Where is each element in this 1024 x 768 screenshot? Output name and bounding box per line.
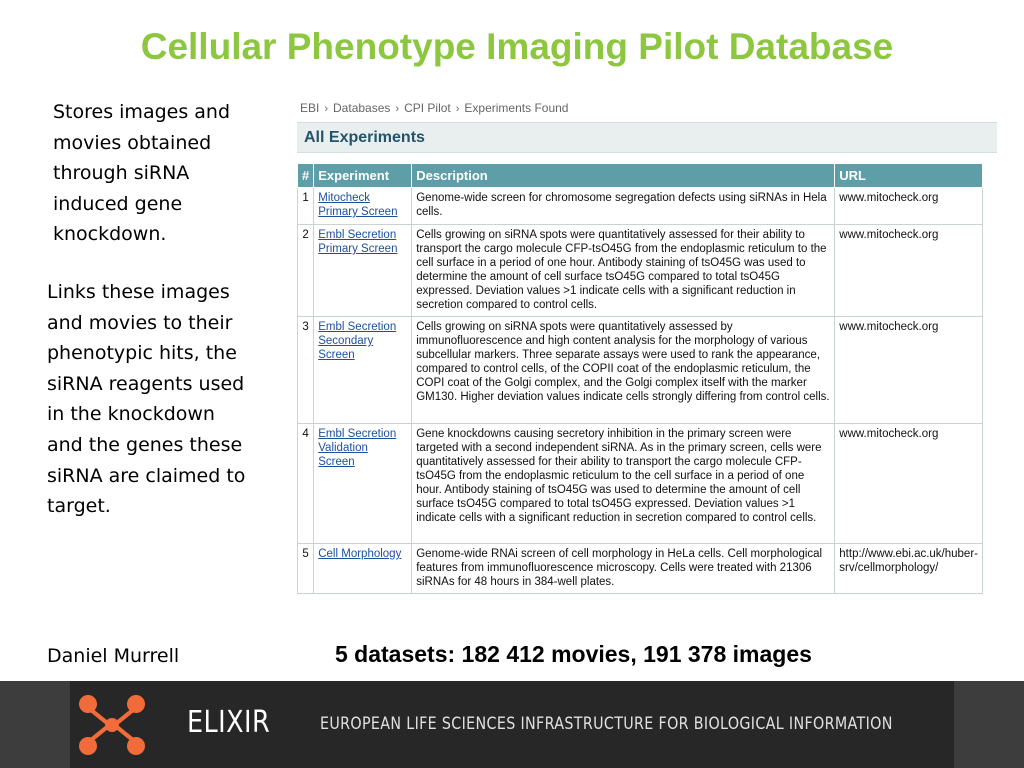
footer-brand: ELIXIR <box>187 705 271 740</box>
section-header <box>297 122 997 153</box>
header-url: URL <box>835 164 983 188</box>
breadcrumb-separator: › <box>395 103 400 115</box>
table-row <box>298 544 983 594</box>
author-name: Daniel Murrell <box>47 645 180 667</box>
slide-title: Cellular Phenotype Imaging Pilot Database <box>140 26 894 67</box>
row-number: 4 <box>298 424 314 544</box>
experiment-cell <box>314 317 412 424</box>
breadcrumb-item-cpi-pilot[interactable]: CPI Pilot <box>404 101 451 115</box>
table-row <box>298 317 983 424</box>
url-cell: www.mitocheck.org <box>835 424 983 544</box>
description-cell: Cells growing on siRNA spots were quantitatively assessed for their ability to transport the cargo molecule CFP-tsO45G from the endoplasmic reticulum to the cell surface in a period of one hour. Antibody staining of tsO45G was used to determine the amount of cell surface tsO45G compared to total tsO45G expressed. Deviation values >1 indicate cells with a significant reduction in secretion compared to control cells. <box>412 225 835 317</box>
header-number: # <box>298 164 314 188</box>
row-number: 5 <box>298 544 314 594</box>
table-row <box>298 424 983 544</box>
experiment-link[interactable]: Embl Secretion Secondary Screen <box>318 321 397 361</box>
row-number: 3 <box>298 317 314 424</box>
breadcrumb-separator: › <box>324 103 329 115</box>
url-cell: www.mitocheck.org <box>835 225 983 317</box>
experiment-link[interactable]: Mitocheck Primary Screen <box>318 192 398 218</box>
breadcrumb-separator: › <box>455 103 460 115</box>
table-row <box>298 188 983 225</box>
experiment-link[interactable]: Cell Morphology <box>318 548 402 560</box>
description-cell: Genome-wide screen for chromosome segregation defects using siRNAs in Hela cells. <box>412 188 835 225</box>
section-title: All Experiments <box>304 129 425 146</box>
url-cell: http://www.ebi.ac.uk/huber-srv/cellmorphology/ <box>835 544 983 594</box>
description-cell: Genome-wide RNAi screen of cell morphology in HeLa cells. Cell morphological features from immunofluorescence microscopy. Cells were treated with 21306 siRNAs for 48 hours in 384-well plates. <box>412 544 835 594</box>
description-cell: Cells growing on siRNA spots were quantitatively assessed by immunofluorescence and high content analysis for the morphology of various subcellular markers. Three separate assays were used to rank the appearance, compared to control cells, of the COPII coat of the endoplasmic reticulum, the COPI coat of the Golgi complex, and the Golgi complex itself with the marker GM130. Higher deviation values indicate cells strongly differing from control cells. <box>412 317 835 424</box>
url-cell: www.mitocheck.org <box>835 188 983 225</box>
breadcrumb-item-ebi[interactable]: EBI <box>300 101 320 115</box>
experiment-cell <box>314 544 412 594</box>
breadcrumb <box>297 97 997 119</box>
table-row <box>298 225 983 317</box>
url-cell: www.mitocheck.org <box>835 317 983 424</box>
experiment-cell <box>314 424 412 544</box>
links-text: Links these images and movies to their phenotypic hits, the siRNA reagents used in the knockdown and the genes these siRNA are claimed to target. <box>47 281 246 518</box>
database-screenshot <box>297 97 997 588</box>
breadcrumb-item-experiments-found: Experiments Found <box>464 101 569 115</box>
elixir-logo-icon <box>78 694 146 756</box>
row-number: 2 <box>298 225 314 317</box>
footer-tagline: EUROPEAN LIFE SCIENCES INFRASTRUCTURE FOR BIOLOGICAL INFORMATION <box>320 714 893 734</box>
table-header-row <box>298 164 983 188</box>
breadcrumb-item-databases[interactable]: Databases <box>333 101 391 115</box>
row-number: 1 <box>298 188 314 225</box>
experiment-link[interactable]: Embl Secretion Primary Screen <box>318 229 398 255</box>
intro-text: Stores images and movies obtained through siRNA induced gene knockdown. <box>53 101 231 246</box>
experiment-link[interactable]: Embl Secretion Validation Screen <box>318 428 397 468</box>
experiment-cell <box>314 188 412 225</box>
header-experiment: Experiment <box>314 164 412 188</box>
footer-bar <box>0 681 1024 768</box>
description-cell: Gene knockdowns causing secretory inhibition in the primary screen were targeted with a second independent siRNA. As in the primary screen, cells were quantitatively assessed for their ability to transport the cargo molecule CFP-tsO45G from the endoplasmic reticulum to the cell surface in a period of one hour. Antibody staining of tsO45G was used to determine the amount of cell surface tsO45G compared to total tsO45G expressed. Deviation values >1 indicate cells with a significant reduction in secretion compared to control cells. <box>412 424 835 544</box>
experiment-cell <box>314 225 412 317</box>
experiments-table <box>297 163 983 594</box>
dataset-summary: 5 datasets: 182 412 movies, 191 378 images <box>335 641 812 667</box>
header-description: Description <box>412 164 835 188</box>
